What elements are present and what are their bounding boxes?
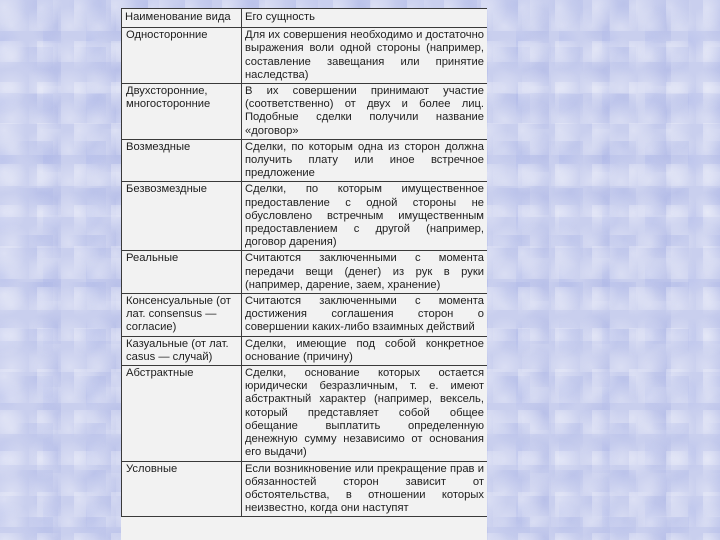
table-row [122,294,488,337]
row-name: Условные [122,461,242,517]
table-row [122,28,488,84]
row-name: Реальные [122,251,242,294]
row-name: Абстрактные [122,366,242,461]
row-essence: Сделки, по которым одна из сторон должна получить плату или иное встречное предложение [242,139,488,182]
table-row [122,84,488,140]
row-essence: Считаются заключенными с момента передачи вещи (денег) из рук в руки (например, дарение, заем, хранение) [242,251,488,294]
table-row [122,336,488,365]
row-essence: Считаются заключенными с момента достижения соглашения сторон о совершении каких-либо взаимных действий [242,294,488,337]
row-essence: В их совершении принимают участие (соответственно) от двух и более лиц. Подобные сделки получили название «договор» [242,84,488,140]
row-name: Односторонние [122,28,242,84]
table-row [122,182,488,251]
table-header-row [122,9,488,28]
row-name: Казуальные (от лат. casus — случай) [122,336,242,365]
table-row [122,139,488,182]
column-header-essence: Его сущность [242,9,488,28]
column-header-name: Наименование вида [122,9,242,28]
transaction-types-table [121,8,487,517]
table-row [122,366,488,461]
row-essence: Сделки, основание которых остается юридически безразличным, т. е. имеют абстрактный характер (например, вексель, который представляет собой общее обещание выплатить определенную денежную сумму независимо от основания его выдачи) [242,366,488,461]
row-name: Возмездные [122,139,242,182]
row-name: Безвозмездные [122,182,242,251]
document-page [121,8,487,540]
table-row [122,251,488,294]
row-essence: Для их совершения необходимо и достаточно выражения воли одной стороны (например, составление завещания или принятие наследства) [242,28,488,84]
row-name: Двухсторонние, многосторонние [122,84,242,140]
row-name: Консенсуальные (от лат. consensus — согласие) [122,294,242,337]
row-essence: Если возникновение или прекращение прав и обязанностей сторон зависит от обстоятельства, в отношении которых неизвестно, когда они наступят [242,461,488,517]
row-essence: Сделки, по которым имущественное предоставление с одной стороны не обусловлено встречным имущественным предоставлением с другой (например, договор дарения) [242,182,488,251]
table-row [122,461,488,517]
row-essence: Сделки, имеющие под собой конкретное основание (причину) [242,336,488,365]
